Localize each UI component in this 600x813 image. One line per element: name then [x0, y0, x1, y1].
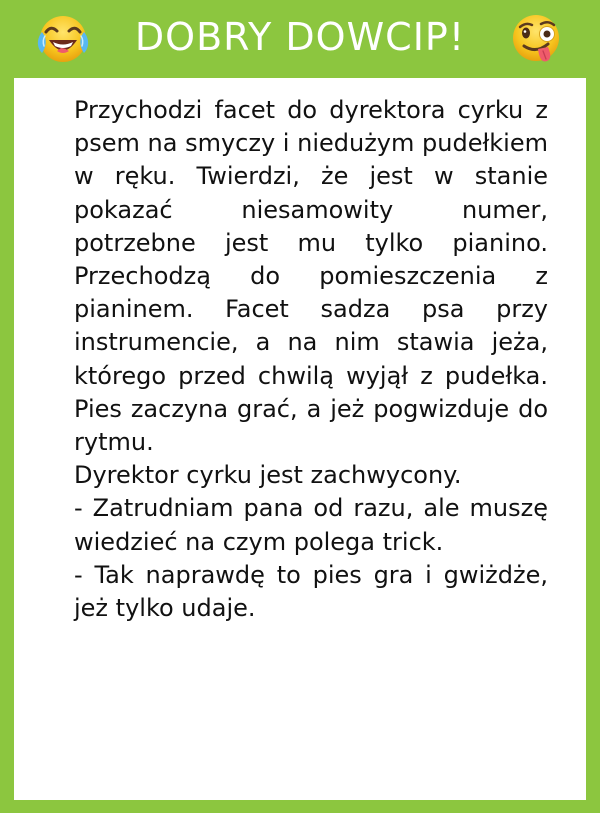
header-bar	[0, 0, 600, 78]
joke-text	[74, 94, 548, 625]
joke-paragraph-2: Dyrektor cyrku jest zachwycony.	[74, 461, 462, 490]
header-title: DOBRY DOWCIP!	[134, 15, 466, 59]
winking-tongue-emoji-icon	[506, 8, 566, 68]
joke-paragraph-1: Przychodzi facet do dyrektora cyrku z psem na smyczy i niedużym pudełkiem w ręku. Twierdzi, że jest w stanie pokazać niesamowity numer, potrzebne jest mu tylko pianino. Przechodzą do pomieszczenia z pianinem. Facet sadza psa przy instrumencie, a na nim stawia jeża, którego przed chwilą wyjął z pudełka. Pies zaczyna grać, a jeż pogwizduje do rytmu.	[74, 96, 548, 457]
joke-content-area	[14, 78, 586, 800]
joke-paragraph-3: - Zatrudniam pana od razu, ale muszę wiedzieć na czym polega trick.	[74, 494, 548, 556]
joke-paragraph-4: - Tak naprawdę to pies gra i gwiżdże, jeż tylko udaje.	[74, 560, 548, 623]
